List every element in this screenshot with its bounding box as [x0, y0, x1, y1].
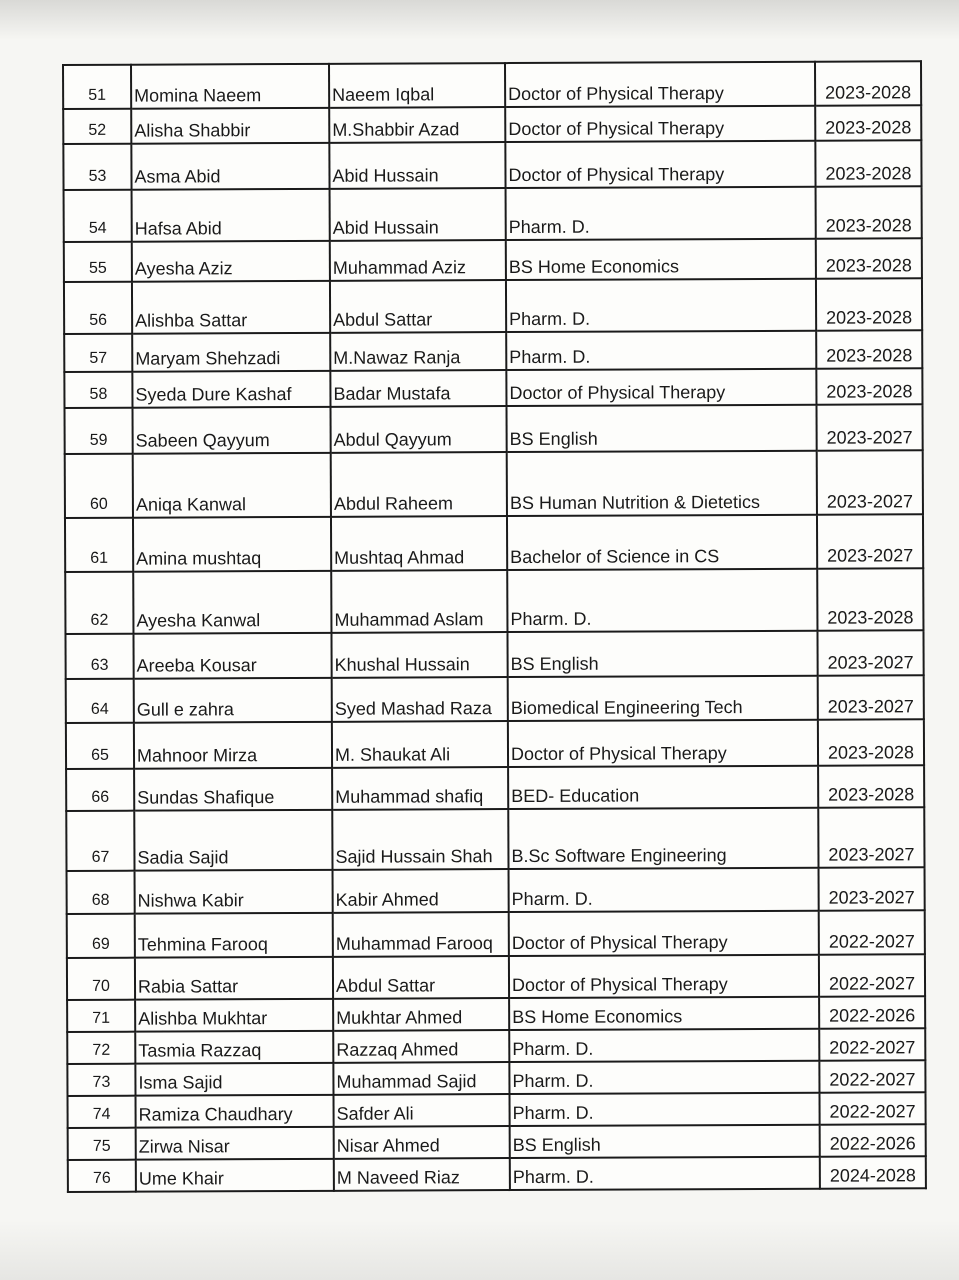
father-name: Syed Mashad Raza [332, 677, 508, 722]
serial-number: 72 [67, 1032, 135, 1064]
session: 2022-2026 [820, 1124, 926, 1156]
father-name: Naeem Iqbal [329, 63, 505, 108]
serial-number: 67 [66, 811, 134, 871]
father-name: Muhammad Sajid [333, 1062, 509, 1095]
student-name: Ramiza Chaudhary [136, 1095, 334, 1128]
program: BS Home Economics [509, 997, 819, 1030]
table-row [66, 675, 924, 723]
table-row [65, 450, 923, 518]
student-name: Ayesha Kanwal [133, 571, 331, 634]
session: 2023-2027 [819, 867, 925, 910]
table-row [68, 1124, 926, 1160]
father-name: Abdul Sattar [330, 280, 506, 333]
program: Pharm. D. [509, 1093, 819, 1126]
student-name: Areeba Kousar [133, 633, 331, 679]
session: 2023-2027 [816, 404, 922, 450]
program: Bachelor of Science in CS [507, 515, 817, 570]
serial-number: 74 [68, 1096, 136, 1128]
student-name: Maryam Shehzadi [132, 333, 330, 372]
serial-number: 73 [67, 1064, 135, 1096]
program: BED- Education [508, 766, 818, 809]
program: B.Sc Software Engineering [508, 808, 818, 869]
serial-number: 56 [64, 282, 132, 334]
student-list-table [62, 60, 927, 1193]
student-name: Nishwa Kabir [135, 870, 333, 914]
father-name: Safder Ali [334, 1094, 510, 1127]
program: Doctor of Physical Therapy [505, 141, 815, 188]
father-name: Abdul Sattar [333, 956, 509, 999]
table-row [63, 105, 921, 144]
serial-number: 52 [63, 109, 131, 144]
program: Doctor of Physical Therapy [509, 955, 819, 998]
serial-number: 60 [65, 454, 133, 518]
student-name: Momina Naeem [131, 64, 329, 109]
student-name: Syeda Dure Kashaf [132, 371, 330, 408]
table-row [65, 568, 923, 634]
father-name: Muhammad shafiq [332, 767, 508, 810]
father-name: Kabir Ahmed [333, 869, 509, 913]
table-row [64, 186, 922, 242]
table-row [67, 910, 925, 958]
student-name: Asma Abid [131, 143, 329, 190]
father-name: Sajid Hussain Shah [332, 809, 508, 870]
table-row [67, 996, 925, 1032]
program: Pharm. D. [507, 569, 817, 632]
session: 2023-2028 [816, 278, 922, 330]
table-row [65, 514, 923, 572]
program: Doctor of Physical Therapy [508, 720, 818, 767]
program: BS English [510, 1125, 820, 1158]
student-name: Sabeen Qayyum [133, 407, 331, 454]
serial-number: 68 [67, 871, 135, 914]
student-name: Amina mushtaq [133, 517, 331, 572]
serial-number: 53 [63, 144, 131, 190]
student-name: Alisha Shabbir [131, 108, 329, 144]
session: 2023-2028 [818, 765, 924, 807]
session: 2024-2028 [820, 1156, 926, 1188]
student-name: Alishba Sattar [132, 281, 330, 334]
father-name: Nisar Ahmed [334, 1126, 510, 1159]
table-row [63, 140, 921, 190]
serial-number: 62 [65, 572, 133, 634]
session: 2023-2027 [818, 807, 924, 867]
student-name: Sundas Shafique [134, 768, 332, 811]
student-name: Zirwa Nisar [136, 1127, 334, 1160]
program: Doctor of Physical Therapy [506, 369, 816, 406]
program: Doctor of Physical Therapy [509, 911, 819, 956]
program: BS English [507, 631, 817, 677]
father-name: Abid Hussain [330, 188, 506, 241]
program: Pharm. D. [509, 1029, 819, 1062]
student-name: Ume Khair [136, 1159, 334, 1192]
session: 2023-2027 [817, 630, 923, 675]
father-name: Muhammad Farooq [333, 912, 509, 957]
serial-number: 58 [64, 372, 132, 408]
student-name: Isma Sajid [135, 1063, 333, 1096]
session: 2023-2028 [818, 719, 924, 765]
session: 2023-2028 [816, 238, 922, 278]
serial-number: 55 [64, 242, 132, 282]
program: BS Human Nutrition & Dietetics [507, 451, 817, 516]
program: BS Home Economics [506, 239, 816, 280]
father-name: M.Nawaz Ranja [330, 332, 506, 371]
student-name: Alishba Mukhtar [135, 999, 333, 1032]
session: 2023-2028 [816, 330, 922, 368]
table-body [63, 61, 926, 1192]
page-bottom-shadow [0, 1220, 959, 1280]
serial-number: 76 [68, 1160, 136, 1192]
father-name: Abdul Raheem [331, 452, 507, 517]
father-name: Badar Mustafa [330, 370, 506, 407]
session: 2022-2027 [819, 1092, 925, 1124]
session: 2023-2028 [815, 61, 921, 105]
table-row [63, 61, 921, 109]
table-row [67, 867, 925, 914]
session: 2023-2028 [816, 368, 922, 404]
program: Pharm. D. [506, 331, 816, 370]
program: Pharm. D. [510, 1157, 820, 1190]
student-name: Tasmia Razzaq [135, 1031, 333, 1064]
table-row [68, 1092, 926, 1128]
father-name: M. Shaukat Ali [332, 721, 508, 768]
program: Doctor of Physical Therapy [505, 62, 815, 107]
student-name: Tehmina Farooq [135, 913, 333, 958]
program: Biomedical Engineering Tech [508, 676, 818, 721]
session: 2023-2027 [817, 514, 923, 568]
table-row [67, 1060, 925, 1096]
table-row [67, 1028, 925, 1064]
father-name: Muhammad Aziz [330, 240, 506, 281]
serial-number: 59 [65, 408, 133, 454]
page-top-shadow [0, 0, 959, 40]
table-row [64, 368, 922, 408]
table-row [67, 954, 925, 1000]
table-row [64, 330, 922, 372]
serial-number: 71 [67, 1000, 135, 1032]
program: Pharm. D. [509, 868, 819, 912]
table-row [66, 807, 924, 871]
father-name: Muhammad Aslam [331, 570, 507, 633]
student-name: Hafsa Abid [132, 189, 330, 242]
program: Pharm. D. [509, 1061, 819, 1094]
serial-number: 65 [66, 723, 134, 769]
serial-number: 57 [64, 334, 132, 372]
serial-number: 54 [64, 190, 132, 242]
session: 2022-2026 [819, 996, 925, 1028]
table-row [66, 719, 924, 769]
table-row [68, 1156, 926, 1192]
program: Doctor of Physical Therapy [505, 106, 815, 142]
student-name: Aniqa Kanwal [133, 453, 331, 518]
serial-number: 61 [65, 518, 133, 572]
father-name: M.Shabbir Azad [329, 107, 505, 143]
session: 2023-2028 [816, 186, 922, 238]
table-row [64, 238, 922, 282]
father-name: Abid Hussain [329, 142, 505, 189]
session: 2022-2027 [819, 910, 925, 954]
serial-number: 63 [65, 634, 133, 679]
father-name: Mukhtar Ahmed [333, 998, 509, 1031]
table-row [65, 404, 923, 454]
session: 2023-2027 [817, 450, 923, 514]
father-name: Razzaq Ahmed [333, 1030, 509, 1063]
session: 2022-2027 [819, 1060, 925, 1092]
program: BS English [506, 405, 816, 452]
serial-number: 51 [63, 65, 131, 109]
student-name: Rabia Sattar [135, 957, 333, 1000]
father-name: M Naveed Riaz [334, 1158, 510, 1191]
student-name: Mahnoor Mirza [134, 722, 332, 769]
serial-number: 64 [66, 679, 134, 723]
father-name: Khushal Hussain [331, 632, 507, 678]
father-name: Mushtaq Ahmad [331, 516, 507, 571]
table-row [66, 765, 924, 811]
session: 2023-2028 [817, 568, 923, 630]
session: 2022-2027 [819, 1028, 925, 1060]
program: Pharm. D. [506, 279, 816, 332]
session: 2022-2027 [819, 954, 925, 996]
serial-number: 75 [68, 1128, 136, 1160]
serial-number: 69 [67, 914, 135, 958]
student-name: Gull e zahra [134, 678, 332, 723]
program: Pharm. D. [506, 187, 816, 240]
student-name: Sadia Sajid [134, 810, 332, 871]
father-name: Abdul Qayyum [330, 406, 506, 453]
serial-number: 70 [67, 958, 135, 1000]
table-row [64, 278, 922, 334]
serial-number: 66 [66, 769, 134, 811]
table-row [65, 630, 923, 679]
student-name: Ayesha Aziz [132, 241, 330, 282]
session: 2023-2028 [815, 105, 921, 140]
session: 2023-2028 [815, 140, 921, 186]
session: 2023-2027 [818, 675, 924, 719]
